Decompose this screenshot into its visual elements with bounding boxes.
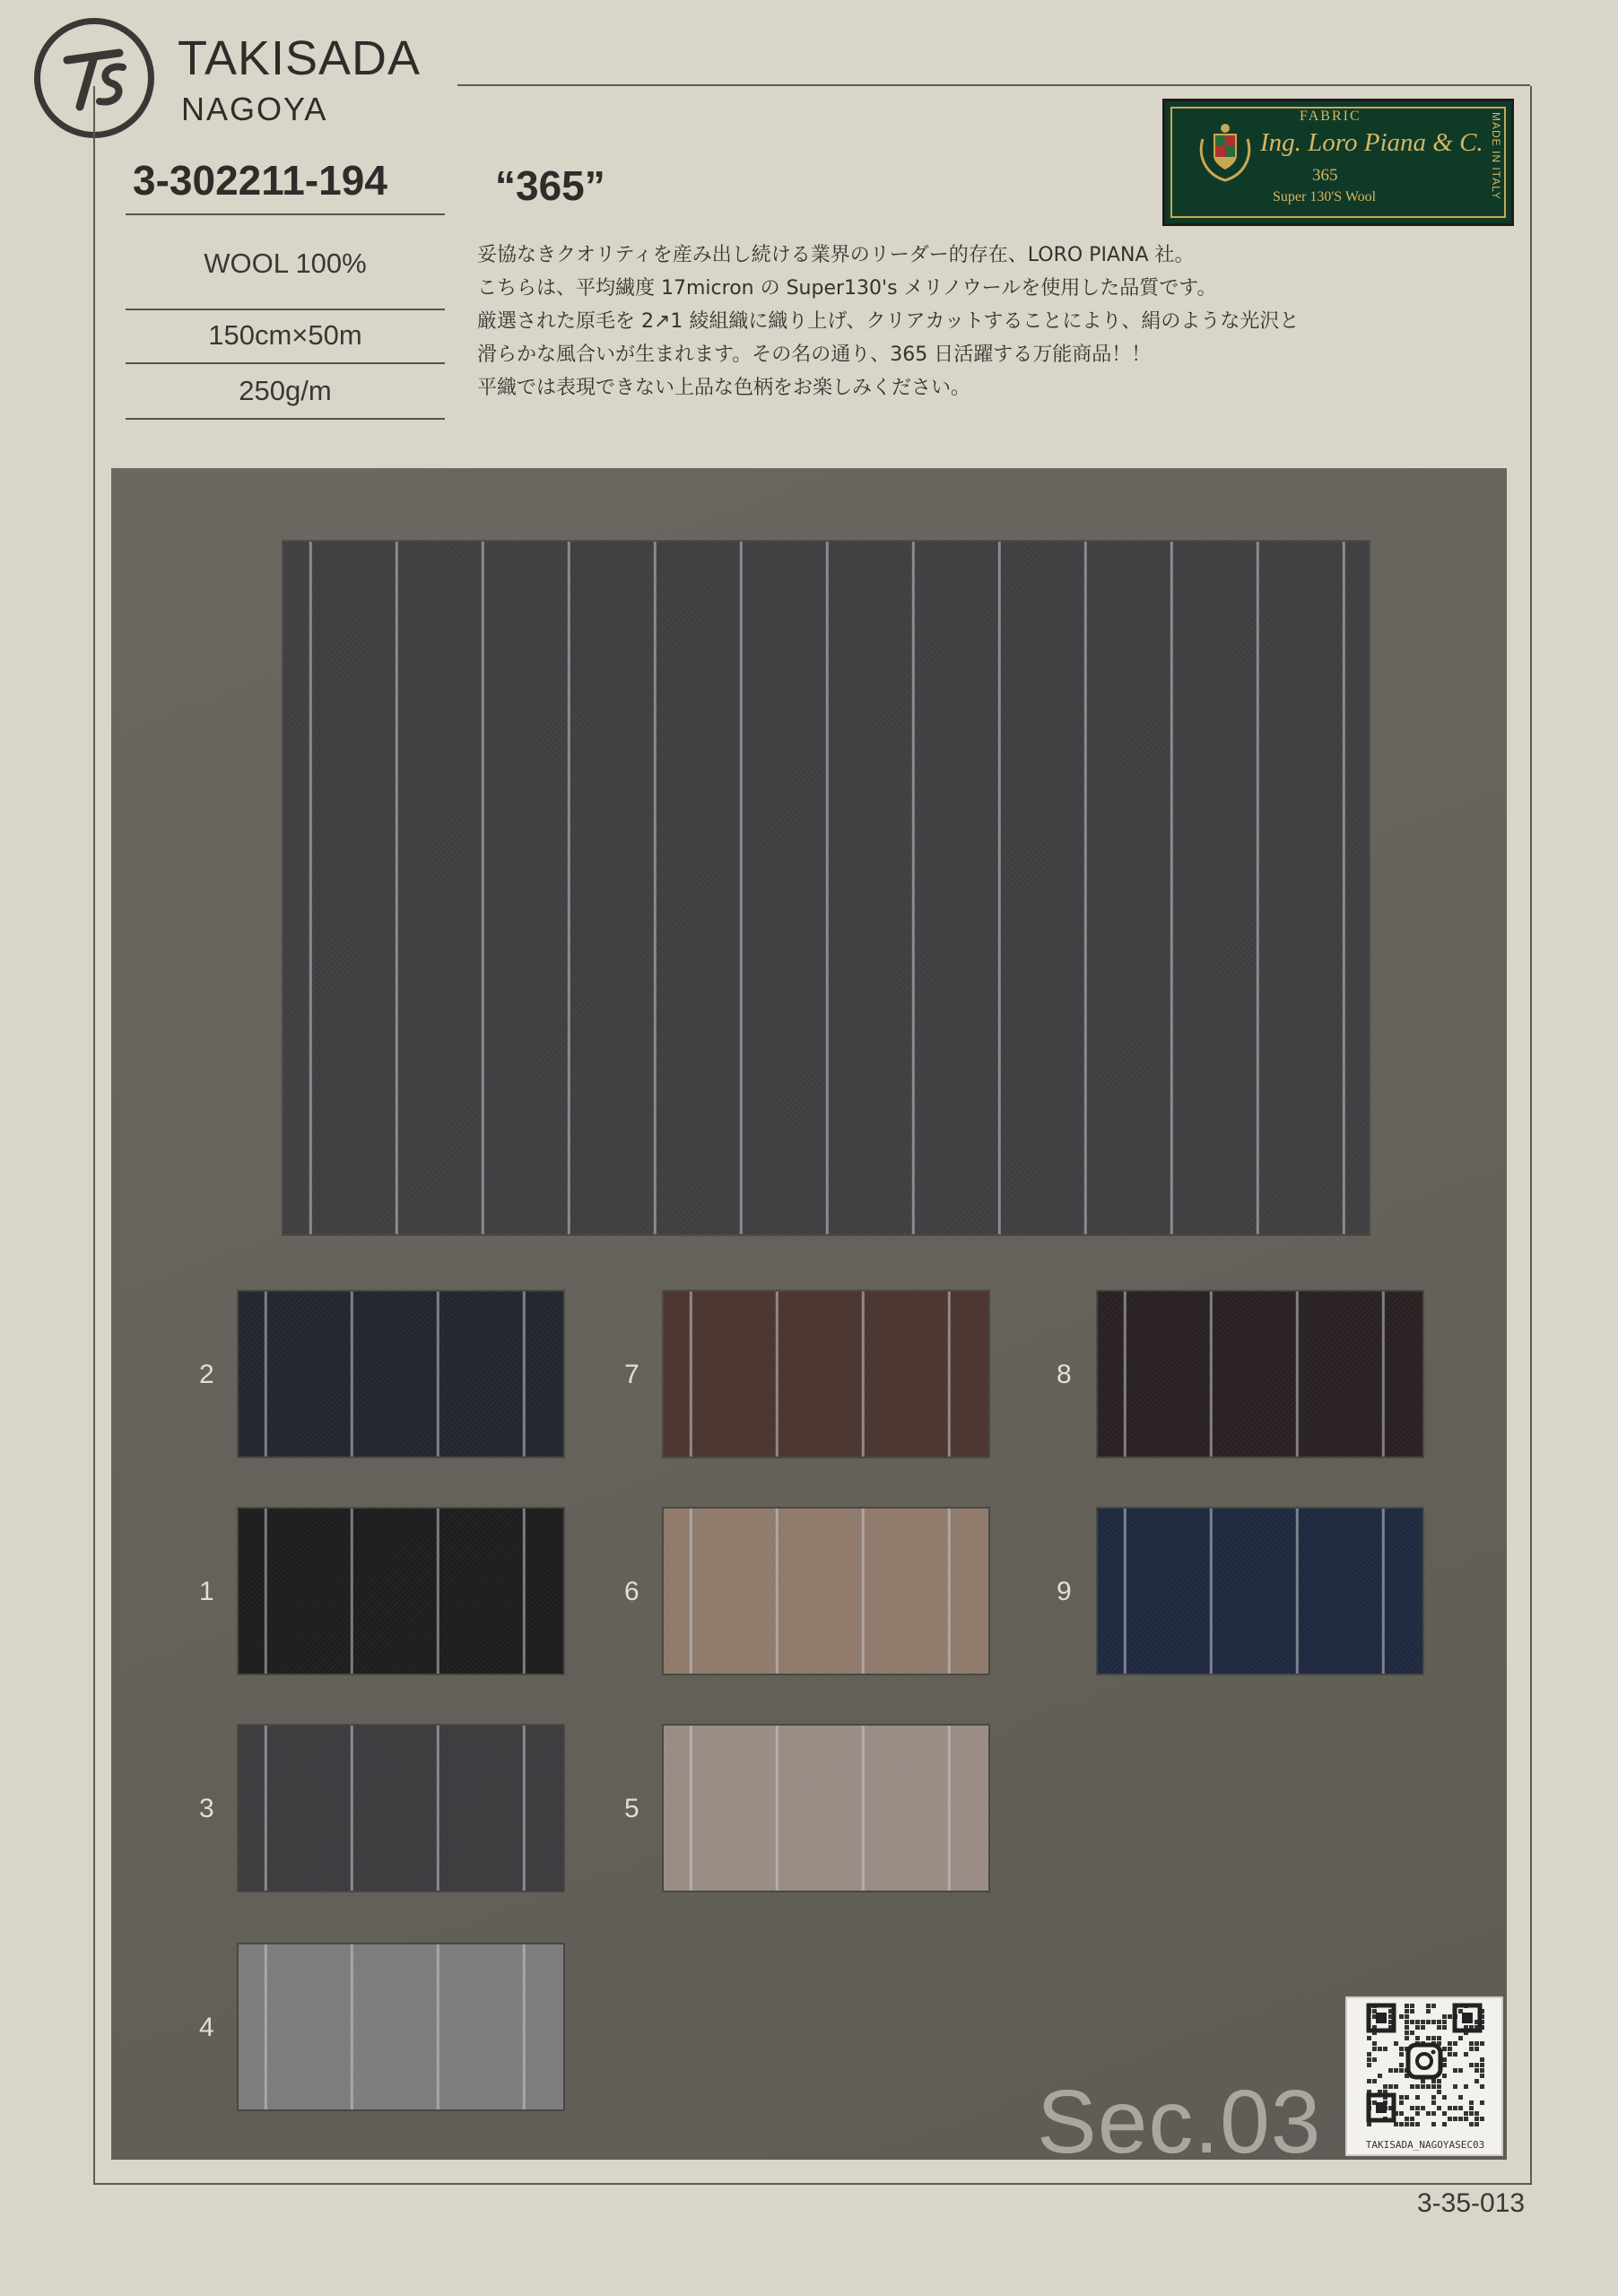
main-swatch	[283, 542, 1369, 1234]
color-swatch-8	[1098, 1292, 1422, 1457]
swatch-fabric-image	[239, 1726, 563, 1891]
color-swatch-5	[664, 1726, 988, 1891]
qr-pattern-icon	[1347, 1998, 1501, 2129]
spec-divider	[126, 362, 445, 364]
color-swatch-4	[239, 1944, 563, 2109]
description-line: 妥協なきクオリティを産み出し続ける業界のリーダー的存在、LORO PIANA 社。	[477, 244, 1195, 266]
swatch-number: 8	[1057, 1360, 1072, 1389]
product-description	[477, 239, 1446, 404]
color-swatch-1	[239, 1509, 563, 1674]
label-fabric: FABRIC	[1300, 109, 1361, 124]
label-number: 365	[1312, 166, 1338, 185]
label-origin: MADE IN ITALY	[1490, 112, 1502, 200]
swatch-number: 5	[624, 1794, 639, 1823]
spec-composition: WOOL 100%	[204, 248, 367, 279]
description-line: 平織では表現できない上品な色柄をお楽しみください。	[477, 377, 971, 399]
page-code: 3-35-013	[1417, 2188, 1526, 2218]
swatch-number: 9	[1057, 1577, 1072, 1606]
description-line: 滑らかな風合いが生まれます。その名の通り、365 日活躍する万能商品！！	[477, 344, 1152, 366]
color-swatch-9	[1098, 1509, 1422, 1674]
main-fabric-image	[283, 542, 1369, 1234]
spec-size: 150cm×50m	[208, 319, 362, 351]
spec-weight: 250g/m	[239, 375, 332, 406]
section-label: Sec.03	[1037, 2072, 1322, 2172]
qr-code[interactable]	[1345, 1996, 1503, 2156]
qr-caption: TAKISADA_NAGOYASEC03	[1365, 2139, 1485, 2151]
product-name: “365”	[495, 162, 605, 209]
swatch-fabric-image	[664, 1292, 988, 1457]
swatch-number: 1	[199, 1577, 214, 1606]
product-code: 3-302211-194	[133, 157, 387, 204]
swatch-number: 6	[624, 1577, 639, 1606]
spec-divider	[126, 309, 445, 310]
description-line: こちらは、平均繊度 17micron の Super130's メリノウールを使用した品質です。	[477, 277, 1217, 300]
swatch-fabric-image	[664, 1509, 988, 1674]
brand-name: TAKISADA	[178, 31, 422, 85]
label-maker: Ing. Loro Piana & C.	[1260, 128, 1483, 157]
color-swatch-6	[664, 1509, 988, 1674]
spec-divider	[126, 418, 445, 420]
swatch-fabric-image	[1098, 1509, 1422, 1674]
brand-city: NAGOYA	[181, 91, 328, 127]
swatch-number: 7	[624, 1360, 639, 1389]
spec-divider	[126, 213, 445, 215]
color-swatch-2	[239, 1292, 563, 1457]
swatch-number: 3	[199, 1794, 214, 1823]
swatch-number: 2	[199, 1360, 214, 1389]
description-line: 厳選された原毛を 2↗1 綾組織に織り上げ、クリアカットすることにより、絹のような光沢と	[477, 310, 1300, 333]
color-swatch-7	[664, 1292, 988, 1457]
label-wool: Super 130'S Wool	[1273, 189, 1377, 204]
color-swatch-3	[239, 1726, 563, 1891]
loro-piana-label	[1162, 99, 1514, 226]
swatch-fabric-image	[239, 1509, 563, 1674]
crest-icon	[1196, 121, 1255, 184]
swatch-fabric-image	[239, 1292, 563, 1457]
swatch-number: 4	[199, 2013, 214, 2042]
swatch-fabric-image	[239, 1944, 563, 2109]
swatch-fabric-image	[664, 1726, 988, 1891]
swatch-fabric-image	[1098, 1292, 1422, 1457]
